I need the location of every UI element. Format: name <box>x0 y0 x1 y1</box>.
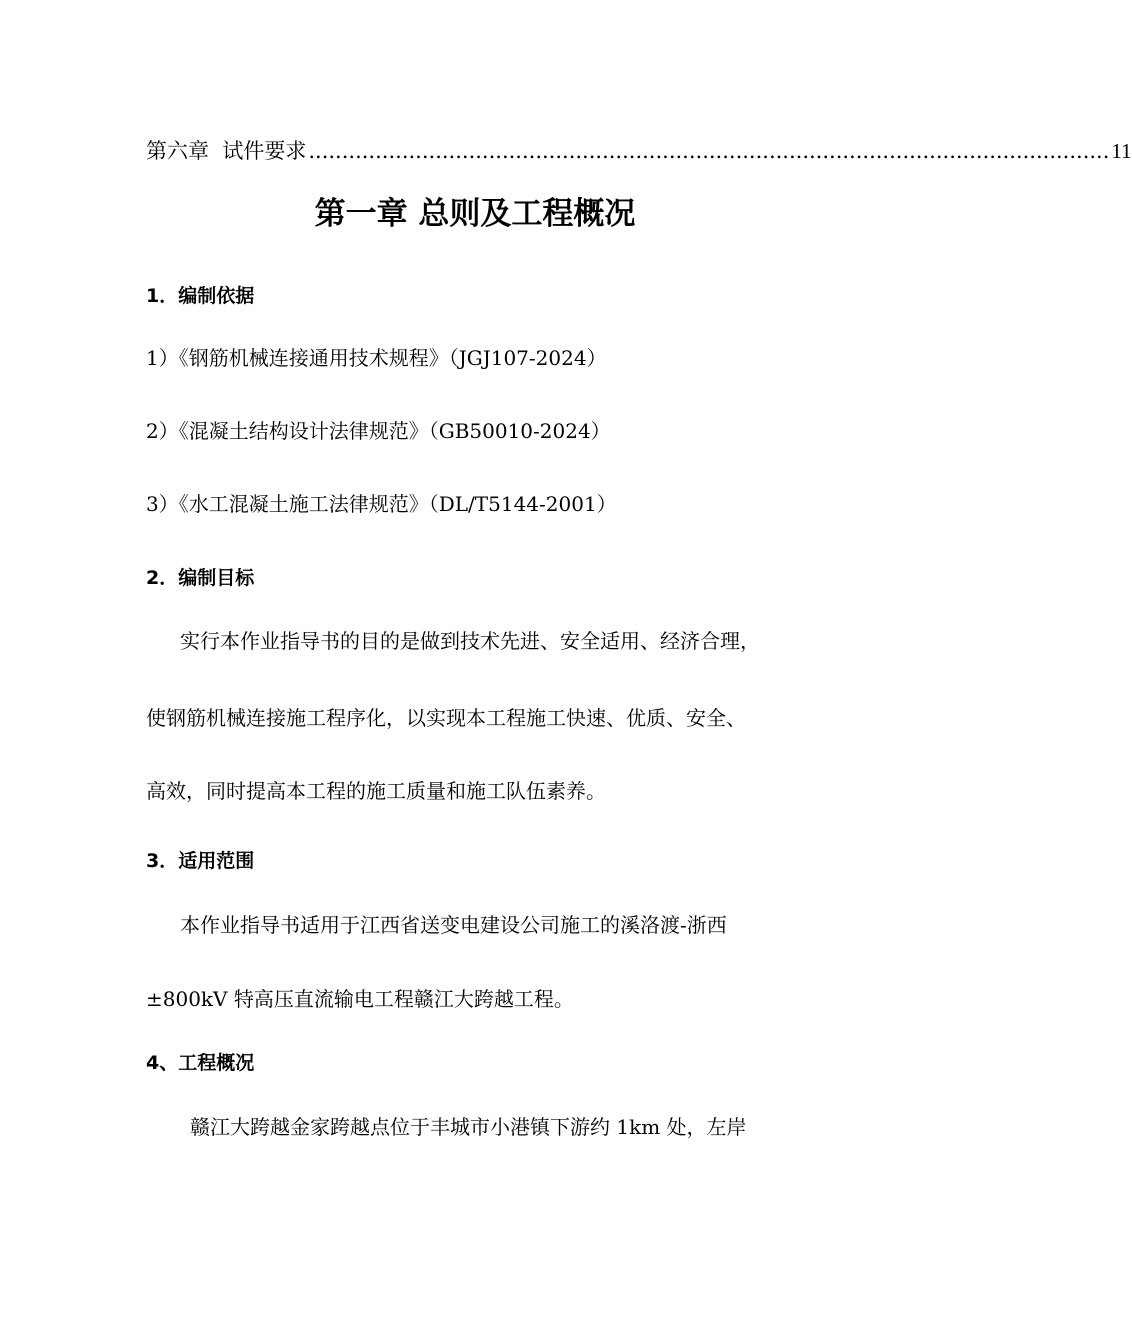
reference-item-2: 2）《混凝土结构设计法律规范》（GB50010-2024） <box>146 419 611 443</box>
section-heading-2: 2．编制目标 <box>146 567 255 589</box>
toc-leader-dots: ........................................................................................................................ <box>308 139 1110 163</box>
toc-entry-title: 第六章 试件要求 <box>146 139 307 163</box>
paragraph-line: 本作业指导书适用于江西省送变电建设公司施工的溪洛渡-浙西 <box>180 913 727 937</box>
paragraph-line: 使钢筋机械连接施工程序化，以实现本工程施工快速、优质、安全、 <box>146 706 746 730</box>
reference-item-1: 1）《钢筋机械连接通用技术规程》（JGJ107-2024） <box>146 346 607 370</box>
paragraph-line: 赣江大跨越金家跨越点位于丰城市小港镇下游约 1km 处，左岸 <box>190 1115 747 1139</box>
paragraph-line: 实行本作业指导书的目的是做到技术先进、安全适用、经济合理， <box>180 629 760 653</box>
toc-entry[interactable] <box>146 136 1132 166</box>
toc-page-number: 11 <box>1111 139 1132 163</box>
section-heading-3: 3．适用范围 <box>146 850 255 872</box>
reference-item-3: 3）《水工混凝土施工法律规范》（DL/T5144-2001） <box>146 492 617 516</box>
section-heading-4: 4、工程概况 <box>146 1052 255 1074</box>
paragraph-line: 高效，同时提高本工程的施工质量和施工队伍素养。 <box>146 779 606 803</box>
section-heading-1: 1．编制依据 <box>146 285 255 307</box>
paragraph-line: ±800kV 特高压直流输电工程赣江大跨越工程。 <box>146 987 574 1011</box>
chapter-title: 第一章 总则及工程概况 <box>314 196 636 232</box>
